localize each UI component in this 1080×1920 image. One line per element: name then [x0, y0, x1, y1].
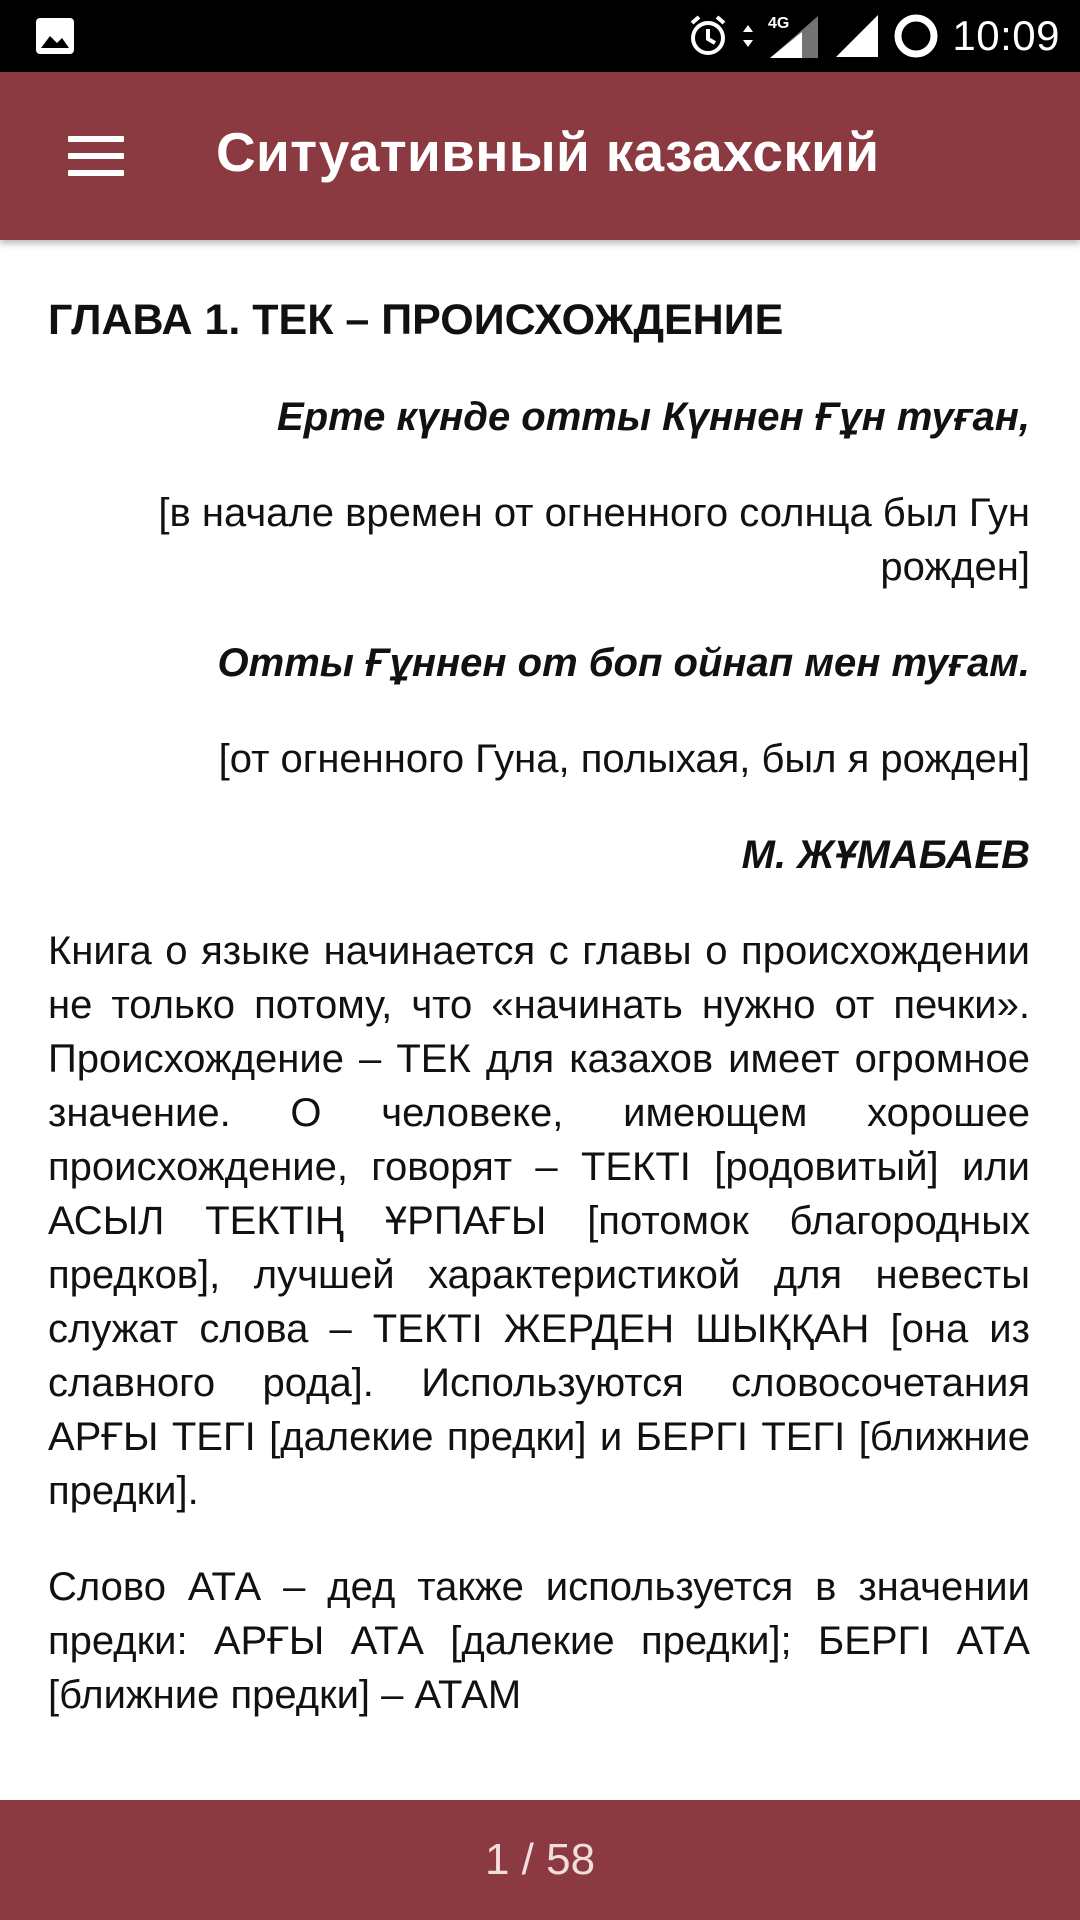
paragraph: Слово АТА – дед также используется в значении предки: АРҒЫ АТА [далекие предки]; БЕРГІ АТА [ближние предки] – АТАМ — [48, 1565, 1030, 1717]
epigraph-line-2: Отты Ғұннен от боп ойнап мен туғам. — [217, 641, 1030, 685]
app-title: Ситуативный казахский — [216, 121, 880, 183]
app-bar — [0, 72, 1080, 240]
signal-icon — [834, 13, 880, 59]
chapter-title: ГЛАВА 1. ТЕК – ПРОИСХОЖДЕНИЕ — [48, 296, 784, 344]
image-icon — [36, 18, 74, 54]
clock: 10:09 — [952, 12, 1060, 59]
reader-content[interactable] — [48, 240, 1030, 1800]
status-icons — [686, 0, 1060, 72]
network-label: 4G — [768, 15, 790, 32]
page-indicator: 1 / 58 — [484, 1835, 596, 1884]
paragraph: Книга о языке начинается с главы о происхождении не только потому, что «начинать нужно от печки». Происхождение – ТЕК для казахов имеет огромное значение. О человеке, имеющем хорошее происхождение, говорят – ТЕКТІ [родовитый] или АСЫЛ ТЕКТІҢ ҰРПАҒЫ [потомок благородных предков], лучшей характеристикой для невесты служат слова – ТЕКТІ ЖЕРДЕН ШЫҚҚАН [она из славного рода]. Используются словосочетания АРҒЫ ТЕГІ [далекие предки] и БЕРГІ ТЕГІ [ближние предки]. — [48, 929, 1030, 1513]
page-bar — [0, 1800, 1080, 1920]
signal-4g-icon — [766, 12, 822, 60]
epigraph-translation-1: [в начале времен от огненного солнца был Гун рожден] — [158, 491, 1030, 589]
data-arrows-icon — [742, 21, 754, 51]
status-bar — [0, 0, 1080, 72]
epigraph-line-1: Ерте күнде отты Күннен Ғұн туған, — [277, 395, 1030, 439]
epigraph-translation-2: [от огненного Гуна, полыхая, был я рожден] — [218, 737, 1030, 781]
menu-button[interactable] — [56, 126, 124, 186]
battery-icon — [892, 12, 940, 60]
alarm-icon — [686, 14, 730, 58]
epigraph-author: М. ЖҰМАБАЕВ — [741, 833, 1030, 877]
